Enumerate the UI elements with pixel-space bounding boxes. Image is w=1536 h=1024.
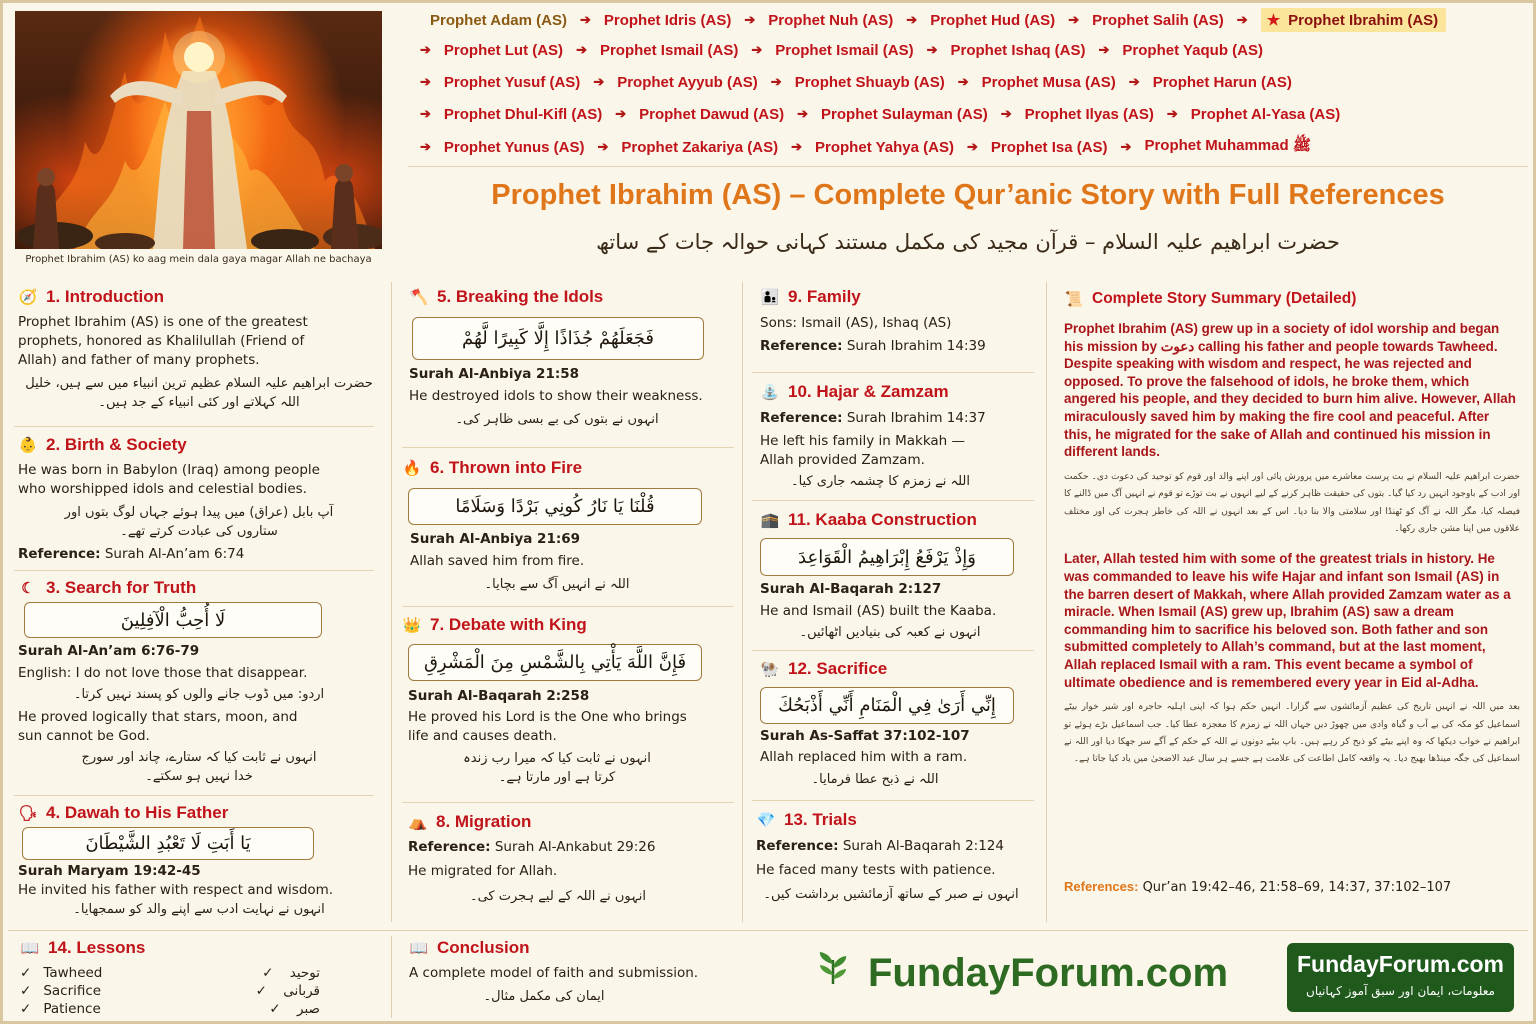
reference-value: Surah Ibrahim 14:37 (846, 410, 986, 426)
arrow-icon: ➔ (791, 139, 803, 154)
divider (752, 500, 1034, 501)
prophet-link[interactable]: Prophet Nuh (AS) (768, 11, 894, 29)
section-title: 12. Sacrifice (788, 659, 888, 678)
section-heading (1064, 289, 1520, 309)
fire-scene (15, 11, 382, 249)
reference-label: Reference: (760, 410, 843, 426)
prophet-link[interactable]: Prophet Muhammad ﷺ (1144, 137, 1311, 154)
reference: Surah Al-Baqarah 2:127 (760, 581, 942, 597)
prophet-link[interactable]: Prophet Ismail (AS) (599, 41, 739, 59)
divider (402, 802, 734, 803)
hero-illustration (15, 11, 382, 249)
divider (408, 166, 1528, 167)
divider (752, 650, 1034, 651)
body-text-urdu: انہوں نے صبر کے ساتھ آزمائشیں برداشت کیں۔ (763, 887, 1019, 902)
section-title: 1. Introduction (46, 287, 165, 306)
reference: Surah As-Saffat 37:102-107 (760, 728, 970, 744)
section-heading (18, 287, 380, 307)
baby-icon: 👶 (18, 437, 38, 454)
section-title: 10. Hajar & Zamzam (788, 382, 949, 401)
divider (402, 606, 734, 607)
section-title: 14. Lessons (48, 938, 146, 957)
lesson-ur: قربانی (283, 983, 320, 999)
section-lessons (20, 938, 380, 1018)
reference (18, 545, 380, 564)
section-title: 2. Birth & Society (46, 435, 187, 454)
section-hajar-zamzam (760, 382, 1040, 491)
crown-icon: 👑 (402, 617, 422, 634)
prophet-link[interactable]: Prophet Shuayb (AS) (794, 73, 945, 91)
family-icon: 👨‍👦 (760, 289, 780, 306)
book-icon: 📖 (20, 940, 40, 957)
summary-paragraph: Later, Allah tested him with some of the greatest trials in history. He was commanded to leave his wife Hajar and infant son Ismail (AS) in the barren desert of Makkah, where Allah provided Zamzam water as a miracle. When Ismail (AS) grew up, Ibrahim (AS) saw a dream commanding him to sacrifice his beloved son. Both father and son submitted completely to Allah’s command, but at the last moment, Allah replaced Ismail with a ram. This event became a symbol of ultimate obedience and is remembered every year in Eid al-Adha. (1064, 551, 1511, 690)
reference (760, 409, 1040, 428)
summary-paragraph: Prophet Ibrahim (AS) grew up in a society of idol worship and began his mission by دعوت calling his father and people towards Tawheed. Despite speaking with wisdom and respect, he was rejected and opposed. To prove the falsehood of idols, he broke them, which angered his people, and they decided to burn him alive. However, Allah miraculously saved him by making the fire cool and peaceful. After this, he migrated for the sake of Allah and continued his mission in different lands. (1064, 321, 1516, 460)
section-dawah (18, 803, 380, 919)
column-divider (391, 282, 392, 922)
prophet-link[interactable]: Prophet Ilyas (AS) (1024, 105, 1154, 123)
arrow-icon: ➔ (1000, 106, 1012, 121)
references-label: References: (1064, 879, 1139, 894)
prophet-link[interactable]: Prophet Yusuf (AS) (443, 73, 581, 91)
body-text-urdu: اللہ نے زمزم کا چشمہ جاری کیا۔ (790, 474, 970, 489)
section-heading (402, 615, 732, 635)
section-kaaba (760, 510, 1040, 642)
list-item (20, 982, 320, 1000)
reference: Surah Al-Anbiya 21:69 (410, 531, 581, 547)
check-icon: ✓ (262, 965, 274, 981)
family-sons: Sons: Ismail (AS), Ishaq (AS) (760, 315, 952, 331)
references-value: Qur’an 19:42–46, 21:58–69, 14:37, 37:102–107 (1142, 880, 1452, 895)
prophet-link[interactable]: Prophet Hud (AS) (930, 11, 1056, 29)
prophet-link[interactable]: Prophet Dhul-Kifl (AS) (443, 105, 603, 123)
section-title: 13. Trials (784, 810, 857, 829)
arrow-icon: ➔ (926, 42, 938, 57)
section-birth (18, 435, 380, 564)
body-text: He left his family in Makkah — Allah provided Zamzam. (760, 433, 966, 468)
ayah-box: وَإِذْ يَرْفَعُ إِبْرَاهِيمُ الْقَوَاعِدَ (760, 538, 1014, 576)
prophet-link[interactable]: Prophet Salih (AS) (1092, 11, 1224, 29)
body-text: He proved his Lord is the One who brings life and causes death. (408, 709, 687, 744)
arrow-icon: ➔ (770, 74, 782, 89)
section-introduction (18, 287, 380, 412)
body-text-urdu: ایمان کی مکمل مثال۔ (483, 989, 605, 1004)
prophet-link[interactable]: Prophet Dawud (AS) (639, 105, 785, 123)
ayah-box: فَجَعَلَهُمْ جُذَاذًا إِلَّا كَبِيرًا لَّهُمْ (412, 317, 704, 360)
section-trials (756, 810, 1036, 904)
section-heading (20, 938, 380, 958)
prophet-link[interactable]: Prophet Isa (AS) (990, 138, 1108, 156)
ayah-box: فَإِنَّ اللَّهَ يَأْتِي بِالشَّمْسِ مِنَ الْمَشْرِقِ (408, 644, 702, 681)
arrow-icon: ➔ (1128, 74, 1140, 89)
brand-name: FundayForum.com (868, 950, 1229, 995)
arrow-icon: ➔ (957, 74, 969, 89)
page-title-urdu: حضرت ابراهیم علیہ السلام – قرآن مجید کی مکمل مستند کہانی حوالہ جات کے ساتھ (596, 230, 1340, 254)
divider (14, 570, 374, 571)
prophet-link[interactable]: Prophet Idris (AS) (603, 11, 732, 29)
hero-caption: Prophet Ibrahim (AS) ko aag mein dala gaya magar Allah ne bachaya (25, 254, 372, 265)
reference: Surah Maryam 19:42-45 (18, 863, 201, 879)
body-text: He migrated for Allah. (408, 863, 558, 879)
prophet-link[interactable]: Prophet Zakariya (AS) (621, 138, 779, 156)
ayah-box: يَا أَبَتِ لَا تَعْبُدِ الشَّيْطَانَ (22, 827, 314, 860)
well-icon: ⛲ (760, 384, 780, 401)
section-family (760, 287, 1040, 356)
section-title: 11. Kaaba Construction (788, 510, 977, 529)
reference: Surah Al-An’am 6:76-79 (18, 643, 200, 659)
section-heading (760, 510, 1040, 530)
reference-value: Surah Al-Baqarah 2:124 (842, 838, 1004, 854)
body-text-urdu: انہوں نے ثابت کیا کہ ستارے، چاند اور سورج خدا نہیں ہو سکتے۔ (81, 750, 317, 784)
prophet-link[interactable]: Prophet Harun (AS) (1152, 73, 1292, 91)
arrow-icon: ➔ (797, 106, 809, 121)
section-heading (760, 382, 1040, 402)
prophet-link[interactable]: Prophet Lut (AS) (443, 41, 564, 59)
reference-label: Reference: (408, 839, 491, 855)
compass-icon: 🧭 (18, 289, 38, 306)
divider (14, 426, 374, 427)
section-title: 7. Debate with King (430, 615, 587, 634)
brand-badge-title: FundayForum.com (1296, 951, 1504, 977)
arrow-icon: ➔ (420, 42, 431, 57)
brand-badge[interactable] (1287, 943, 1514, 1012)
body-text: He was born in Babylon (Iraq) among people who worshipped idols and celestial bodies. (18, 462, 320, 497)
section-search-truth (18, 578, 380, 786)
summary-references (1064, 879, 1451, 895)
column-divider (1046, 282, 1047, 922)
ayah-box: لَا أُحِبُّ الْآفِلِينَ (24, 602, 322, 638)
lesson-ur: توحید (289, 965, 320, 981)
prophet-link[interactable]: Prophet Yahya (AS) (815, 138, 954, 156)
section-title: 6. Thrown into Fire (430, 458, 583, 477)
divider (752, 800, 1034, 801)
arrow-icon: ➔ (906, 12, 918, 27)
check-icon: ✓ (20, 1001, 32, 1017)
chain-row-1 (408, 8, 1446, 32)
check-icon: ✓ (255, 983, 267, 999)
prophet-link[interactable]: Prophet Ayyub (AS) (617, 73, 758, 91)
reference: Surah Al-Anbiya 21:58 (409, 366, 580, 382)
reference-label: Reference: (760, 338, 843, 354)
summary-paragraph-urdu: بعد میں اللہ نے انہیں تاریخ کی عظیم آزمائشوں سے گزارا۔ انہیں حکم ہوا کہ اپنی اہلیہ حاجرہ اور شیر خوار بیٹے اسماعیل کو مکہ کی بے آب و گیاہ وادی میں چھوڑ دیں جہاں اللہ نے زمزم کا معجزہ عطا کیا۔ جب اسماعیل بڑے ہوئے تو ابراهیم نے خواب دیکھا کہ وہ اپنے بیٹے کو ذبح کر رہے ہیں۔ باپ بیٹے دونوں نے اللہ کے حکم کے آگے سر جھکا دیا اور اللہ نے اسماعیل کی جگہ مینڈھا بھیج دیا۔ یہ واقعہ کامل اطاعت کی علامت ہے جسے ہر سال عید الاضحیٰ میں یاد کیا جاتا ہے۔ (1064, 702, 1520, 765)
section-heading (18, 578, 380, 598)
section-heading (18, 435, 380, 455)
arrow-icon: ➔ (576, 42, 587, 57)
section-heading (756, 810, 1036, 830)
summary-paragraph-urdu: حضرت ابراهیم علیہ السلام نے بت پرست معاشرے میں پرورش پائی اور اپنے والد اور قوم کو توحید کی دعوت دی۔ حکمت اور ادب کے باوجود انہیں رد کیا گیا۔ بتوں کی حقیقت ظاہر کرنے کے لیے انہوں نے بت توڑے تو قوم نے انہیں آگ میں ڈالنے کا فیصلہ کیا، مگر اللہ نے آگ کو ٹھنڈا اور سلامتی والا بنا دیا۔ اس کے بعد انہوں نے اللہ کی خاطر ہجرت کی اور مختلف علاقوں میں اپنا مشن جاری رکھا۔ (1064, 471, 1520, 534)
body-text-urdu: آپ بابل (عراق) میں پیدا ہوئے جہاں لوگ بتوں اور ستاروں کی عبادت کرتے تھے۔ (64, 505, 334, 539)
moon-icon: ☾ (21, 580, 35, 597)
book-icon: 📖 (409, 940, 429, 957)
body-text-urdu: انہوں نے نہایت ادب سے اپنے والد کو سمجھایا۔ (73, 902, 325, 917)
leaf-icon (814, 950, 852, 996)
scroll-icon: 📜 (1064, 291, 1084, 308)
arrow-icon: ➔ (1120, 139, 1132, 154)
reference-value: Surah Al-Ankabut 29:26 (494, 839, 656, 855)
body-text: He faced many tests with patience. (756, 862, 996, 878)
arrow-icon: ➔ (966, 139, 978, 154)
prophet-link[interactable]: Prophet Ismail (AS) (775, 41, 914, 59)
reference-label: Reference: (18, 546, 101, 562)
body-text: He proved logically that stars, moon, and sun cannot be God. (18, 709, 298, 744)
prophet-link[interactable]: Prophet Musa (AS) (981, 73, 1116, 91)
section-sacrifice (760, 659, 1040, 789)
lesson-ur: صبر (297, 1001, 320, 1017)
list-item (20, 1000, 320, 1018)
arrow-icon: ➔ (1068, 12, 1080, 27)
section-heading (409, 938, 739, 958)
diamond-icon: 💎 (756, 812, 776, 829)
body-text: He destroyed idols to show their weakness. (409, 388, 703, 404)
section-heading (409, 287, 729, 307)
column-divider (391, 936, 392, 1018)
arrow-icon: ➔ (597, 139, 609, 154)
check-icon: ✓ (269, 1001, 281, 1017)
lessons-list (20, 964, 320, 1018)
chain-row-3 (408, 70, 1292, 94)
prophet-link[interactable]: Prophet Yaqub (AS) (1122, 41, 1263, 59)
tent-icon: ⛺ (408, 814, 428, 831)
chain-row-5 (408, 135, 1311, 159)
section-heading (408, 812, 738, 832)
lesson-en: Tawheed (43, 965, 103, 981)
arrow-icon: ➔ (420, 139, 431, 154)
arrow-icon: ➔ (1236, 12, 1248, 27)
body-text: Allah replaced him with a ram. (760, 749, 968, 765)
reference-label: Reference: (756, 838, 839, 854)
speech-icon: 🗣 (18, 805, 38, 822)
arrow-icon: ➔ (615, 106, 627, 121)
reference: Surah Al-Baqarah 2:258 (408, 688, 590, 704)
lesson-en: Patience (43, 1001, 101, 1017)
prophet-link[interactable]: Prophet Adam (AS) (430, 11, 567, 29)
reference-value: Surah Al-An’am 6:74 (104, 546, 245, 562)
prophets-chain (408, 4, 1528, 170)
arrow-icon: ➔ (420, 106, 431, 121)
body-text: Allah saved him from fire. (410, 553, 585, 569)
section-migration (408, 812, 738, 906)
ram-icon: 🐏 (760, 661, 780, 678)
body-text: A complete model of faith and submission. (409, 965, 699, 981)
section-heading (760, 659, 1040, 679)
prophet-link[interactable]: Prophet Al-Yasa (AS) (1190, 105, 1341, 123)
prophet-link[interactable]: Prophet Sulayman (AS) (821, 105, 988, 123)
arrow-icon: ➔ (744, 12, 756, 27)
section-heading (760, 287, 1040, 307)
prophet-active-label: Prophet Ibrahim (AS) (1288, 12, 1439, 29)
prophet-link-active[interactable] (1261, 8, 1446, 32)
arrow-icon: ➔ (579, 12, 591, 27)
section-heading (402, 458, 732, 478)
chain-row-4 (408, 102, 1340, 126)
body-text: Prophet Ibrahim (AS) is one of the greatest prophets, honored as Khalilullah (Friend of Allah) and father of many prophets. (18, 314, 308, 368)
section-summary (1064, 289, 1520, 895)
reference (760, 337, 1040, 356)
section-debate-king (402, 615, 732, 787)
reference (756, 837, 1036, 856)
body-text: English: I do not love those that disappear. (18, 665, 308, 681)
divider (752, 372, 1034, 373)
prophet-link[interactable]: Prophet Ishaq (AS) (950, 41, 1086, 59)
section-thrown-fire (402, 458, 732, 594)
list-item (20, 964, 320, 982)
ayah-box: إِنِّي أَرَىٰ فِي الْمَنَامِ أَنِّي أَذْبَحُكَ (760, 687, 1014, 724)
divider (14, 795, 374, 796)
brand-logo[interactable] (814, 950, 1228, 996)
check-icon: ✓ (20, 965, 32, 981)
section-title: 8. Migration (436, 812, 532, 831)
lesson-en: Sacrifice (43, 983, 102, 999)
body-text-urdu: اللہ نے ذبح عطا فرمایا۔ (811, 772, 939, 787)
section-title: 4. Dawah to His Father (46, 803, 229, 822)
body-text-urdu: اللہ نے انہیں آگ سے بچایا۔ (484, 577, 630, 592)
section-breaking-idols (409, 287, 729, 429)
prophet-link[interactable]: Prophet Yunus (AS) (443, 138, 585, 156)
fire-icon: 🔥 (402, 460, 422, 477)
kaaba-icon: 🕋 (760, 512, 780, 529)
column-divider (742, 282, 743, 922)
body-text: He and Ismail (AS) built the Kaaba. (760, 603, 997, 619)
arrow-icon: ➔ (593, 74, 605, 89)
axe-icon: 🪓 (409, 289, 429, 306)
brand-badge-tagline: معلومات، ایمان اور سبق آموز کہانیاں (1306, 984, 1495, 998)
star-icon: ★ (1266, 12, 1281, 29)
section-heading (18, 803, 380, 823)
section-title: 5. Breaking the Idols (437, 287, 604, 306)
section-title: Complete Story Summary (Detailed) (1092, 290, 1357, 307)
section-title: 9. Family (788, 287, 861, 306)
section-conclusion (409, 938, 739, 1006)
divider (8, 930, 1528, 931)
arrow-icon: ➔ (1166, 106, 1178, 121)
body-text-urdu: انہوں نے ثابت کیا کہ میرا رب زندہ کرتا ہے اور مارتا ہے۔ (463, 751, 651, 785)
ayah-box: قُلْنَا يَا نَارُ كُونِي بَرْدًا وَسَلَامًا (408, 488, 702, 525)
arrow-icon: ➔ (1098, 42, 1110, 57)
body-text: He invited his father with respect and wisdom. (18, 882, 334, 898)
chain-row-2 (408, 38, 1263, 62)
arrow-icon: ➔ (751, 42, 763, 57)
check-icon: ✓ (20, 983, 32, 999)
body-text-urdu: اردو: میں ڈوب جانے والوں کو پسند نہیں کرتا۔ (73, 687, 325, 702)
body-text-urdu: انہوں نے اللہ کے لیے ہجرت کی۔ (469, 889, 646, 904)
section-title: 3. Search for Truth (46, 578, 197, 597)
page-title: Prophet Ibrahim (AS) – Complete Qur’anic Story with Full References (491, 179, 1445, 211)
arrow-icon: ➔ (420, 74, 431, 89)
divider (402, 447, 734, 448)
body-text-urdu: انہوں نے بتوں کی بے بسی ظاہر کی۔ (455, 412, 659, 427)
reference-value: Surah Ibrahim 14:39 (846, 338, 986, 354)
body-text-urdu: انہوں نے کعبہ کی بنیادیں اٹھائیں۔ (799, 625, 981, 640)
section-title: Conclusion (437, 938, 530, 957)
reference (408, 838, 738, 857)
body-text-urdu: حضرت ابراهیم علیہ السلام عظیم ترین انبیاء میں سے ہیں، خلیل اللہ کہلاتے اور کئی انبیاء کے جد ہیں۔ (25, 376, 373, 410)
